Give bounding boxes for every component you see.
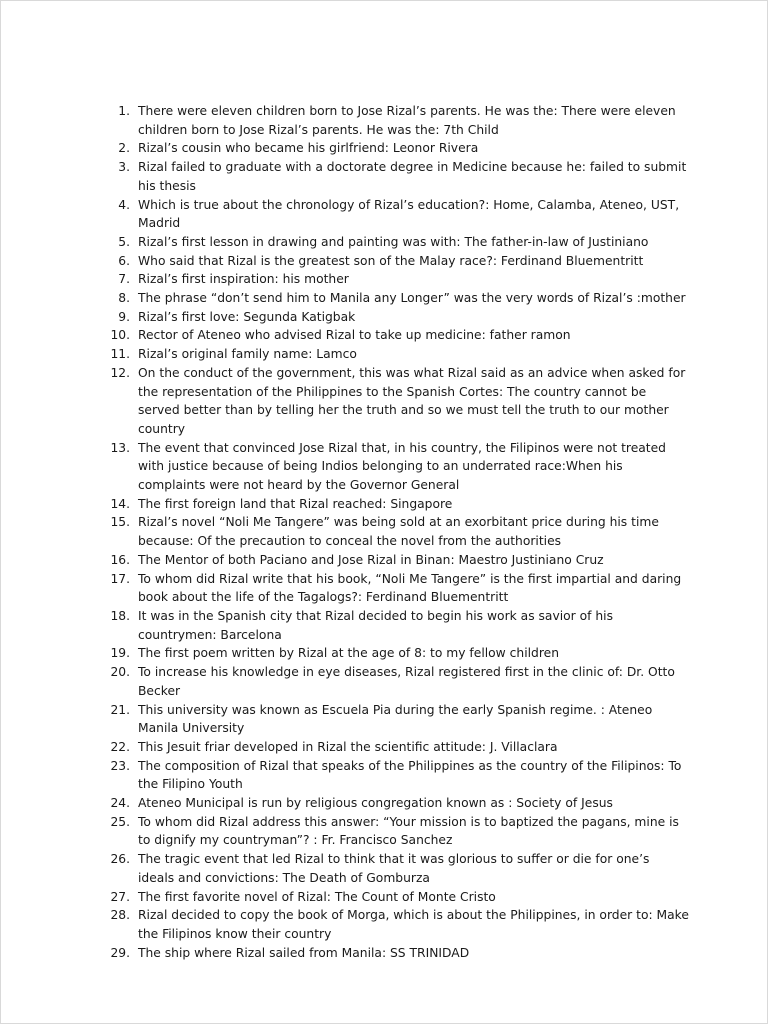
list-item bbox=[109, 252, 689, 271]
item-text: Rizal’s original family name: Lamco bbox=[138, 347, 357, 362]
item-number: 27. bbox=[110, 889, 130, 904]
item-number: 11. bbox=[110, 347, 130, 362]
item-text: Rizal’s first inspiration: his mother bbox=[138, 272, 349, 287]
list-item bbox=[109, 364, 689, 439]
item-number: 1. bbox=[118, 104, 130, 118]
item-text: The ship where Rizal sailed from Manila: SS TRINIDAD bbox=[138, 945, 470, 960]
item-number: 5. bbox=[118, 234, 130, 249]
list-item bbox=[109, 439, 689, 495]
item-text: The Mentor of both Paciano and Jose Rizal in Binan: Maestro Justiniano Cruz bbox=[138, 552, 604, 567]
item-number: 9. bbox=[118, 309, 130, 324]
item-number: 4. bbox=[118, 197, 130, 212]
item-text: To increase his knowledge in eye diseases, Rizal registered first in the clinic of: Dr. Otto Becker bbox=[138, 665, 675, 698]
list-item bbox=[109, 757, 689, 794]
list-item bbox=[109, 102, 689, 139]
question-answer-list bbox=[109, 102, 689, 962]
item-text: The first favorite novel of Rizal: The Count of Monte Cristo bbox=[138, 889, 496, 904]
list-item bbox=[109, 158, 689, 195]
item-text: Rizal’s first love: Segunda Katigbak bbox=[138, 309, 356, 324]
item-text: It was in the Spanish city that Rizal decided to begin his work as savior of his countrymen: Barcelona bbox=[138, 608, 614, 642]
list-item bbox=[109, 906, 689, 943]
item-text: The phrase “don’t send him to Manila any Longer” was the very words of Rizal’s :mother bbox=[138, 291, 686, 306]
item-text: Rizal’s first lesson in drawing and painting was with: The father-in-law of Justiniano bbox=[138, 234, 649, 249]
item-text: Rizal’s novel “Noli Me Tangere” was being sold at an exorbitant price during his time because: Of the precaution to conceal the novel from the authorities bbox=[138, 515, 659, 549]
item-number: 8. bbox=[118, 291, 130, 306]
item-text: Rizal’s cousin who became his girlfriend: Leonor Rivera bbox=[138, 141, 479, 156]
item-text: This Jesuit friar developed in Rizal the scientific attitude: J. Villaclara bbox=[138, 739, 558, 754]
item-text: Who said that Rizal is the greatest son of the Malay race?: Ferdinand Bluementritt bbox=[138, 253, 644, 268]
list-item bbox=[109, 888, 689, 907]
item-text: There were eleven children born to Jose Rizal’s parents. He was the: There were eleven children born to Jose Rizal’s parents. He was the: 7th Child bbox=[138, 104, 676, 137]
list-item bbox=[109, 513, 689, 550]
item-text: To whom did Rizal write that his book, “Noli Me Tangere” is the first impartial and daring book about the life of the Tagalogs?: Ferdinand Bluementritt bbox=[138, 571, 682, 605]
item-number: 6. bbox=[118, 253, 130, 268]
list-item bbox=[109, 233, 689, 252]
item-text: Rizal failed to graduate with a doctorate degree in Medicine because he: failed to submit his thesis bbox=[138, 160, 687, 193]
item-number: 3. bbox=[118, 160, 130, 175]
list-item bbox=[109, 663, 689, 700]
item-number: 19. bbox=[110, 646, 130, 661]
list-item bbox=[109, 850, 689, 887]
list-item bbox=[109, 345, 689, 364]
item-number: 10. bbox=[110, 328, 130, 343]
list-item bbox=[109, 701, 689, 738]
list-item bbox=[109, 551, 689, 570]
list-item bbox=[109, 813, 689, 850]
list-item bbox=[109, 607, 689, 644]
item-number: 14. bbox=[110, 496, 130, 511]
item-text: This university was known as Escuela Pia during the early Spanish regime. : Ateneo Manila University bbox=[138, 702, 653, 736]
list-item bbox=[109, 196, 689, 233]
item-text: Rector of Ateneo who advised Rizal to take up medicine: father ramon bbox=[138, 328, 571, 343]
list-item bbox=[109, 570, 689, 607]
item-number: 26. bbox=[110, 852, 130, 867]
item-number: 2. bbox=[118, 141, 130, 156]
list-item bbox=[109, 644, 689, 663]
item-text: The composition of Rizal that speaks of the Philippines as the country of the Filipinos: To the Filipino Youth bbox=[138, 758, 682, 792]
item-text: Ateneo Municipal is run by religious congregation known as : Society of Jesus bbox=[138, 796, 613, 811]
item-number: 23. bbox=[110, 758, 130, 773]
list-item bbox=[109, 289, 689, 308]
item-number: 13. bbox=[110, 440, 130, 455]
list-item bbox=[109, 270, 689, 289]
list-item bbox=[109, 326, 689, 345]
list-item bbox=[109, 944, 689, 963]
item-number: 25. bbox=[110, 814, 130, 829]
item-number: 22. bbox=[110, 739, 130, 754]
item-text: To whom did Rizal address this answer: “Your mission is to baptized the pagans, mine is to dignify my countryman”? : Fr. Francisco Sanchez bbox=[138, 814, 679, 848]
item-text: The tragic event that led Rizal to think that it was glorious to suffer or die for one’s ideals and convictions: The Death of Gomburza bbox=[138, 852, 650, 885]
item-text: The event that convinced Jose Rizal that, in his country, the Filipinos were not treated with justice because of being Indios belonging to an underrated race:When his complaints were not heard by the Governor General bbox=[138, 440, 666, 493]
list-item bbox=[109, 495, 689, 514]
item-text: On the conduct of the government, this was what Rizal said as an advice when asked for the representation of the Philippines to the Spanish Cortes: The country cannot be served better than by telling her the truth and so we must tell the truth to our mother country bbox=[138, 365, 686, 436]
item-number: 7. bbox=[118, 272, 130, 287]
list-item bbox=[109, 794, 689, 813]
item-number: 18. bbox=[110, 608, 130, 623]
item-number: 12. bbox=[110, 365, 130, 380]
list-item bbox=[109, 308, 689, 327]
list-item bbox=[109, 139, 689, 158]
item-number: 28. bbox=[110, 908, 130, 923]
item-number: 29. bbox=[110, 945, 130, 960]
item-number: 24. bbox=[110, 796, 130, 811]
item-number: 21. bbox=[110, 702, 130, 717]
item-text: The first poem written by Rizal at the age of 8: to my fellow children bbox=[138, 646, 559, 661]
item-text: The first foreign land that Rizal reached: Singapore bbox=[138, 496, 453, 511]
item-number: 15. bbox=[110, 515, 130, 530]
item-number: 20. bbox=[110, 665, 130, 680]
item-number: 17. bbox=[110, 571, 130, 586]
item-text: Rizal decided to copy the book of Morga, which is about the Philippines, in order to: Make the Filipinos know their country bbox=[138, 908, 689, 941]
item-text: Which is true about the chronology of Rizal’s education?: Home, Calamba, Ateneo, UST, Madrid bbox=[138, 197, 680, 231]
list-item bbox=[109, 738, 689, 757]
item-number: 16. bbox=[110, 552, 130, 567]
